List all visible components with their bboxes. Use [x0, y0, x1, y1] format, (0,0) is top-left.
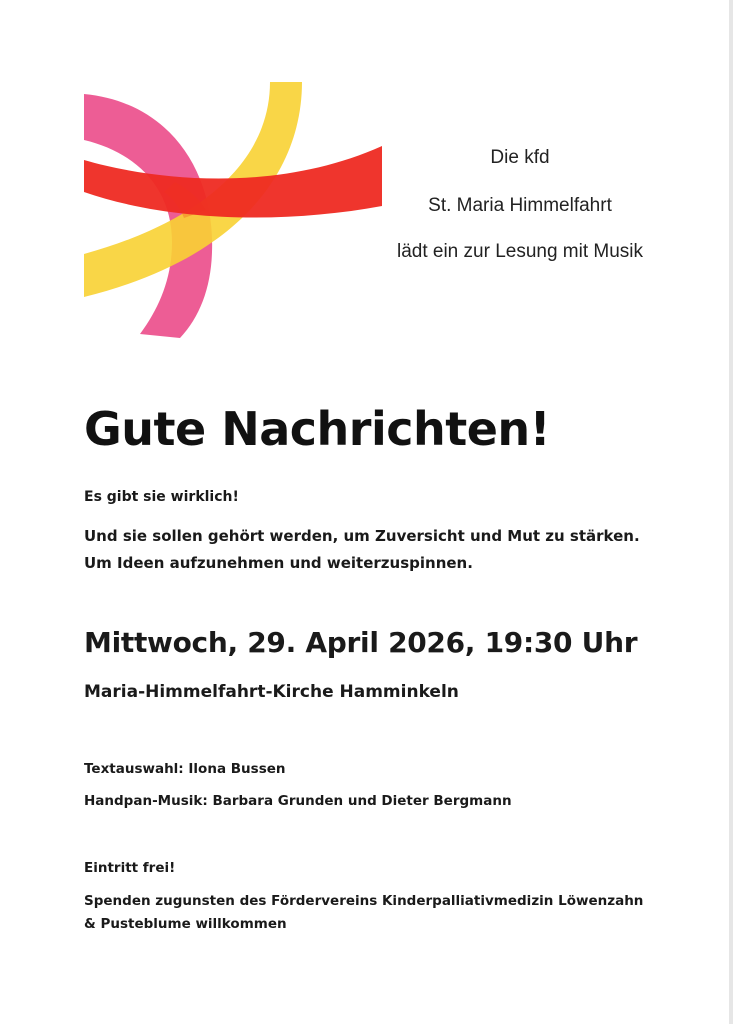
invitation-block [390, 146, 650, 264]
event-location: Maria-Himmelfahrt-Kirche Hamminkeln [84, 682, 459, 702]
admission-note: Eintritt frei! [84, 860, 176, 876]
event-datetime: Mittwoch, 29. April 2026, 19:30 Uhr [84, 626, 638, 659]
credits-music: Handpan-Musik: Barbara Grunden und Dieter Bergmann [84, 793, 512, 809]
page-edge [729, 0, 733, 1024]
invitation-line-3: lädt ein zur Lesung mit Musik [396, 241, 644, 262]
donations-note: Spenden zugunsten des Fördervereins Kinderpalliativmedizin Löwenzahn & Pusteblume willkommen [84, 893, 644, 932]
invitation-line-2: St. Maria Himmelfahrt [428, 195, 612, 216]
credits-text-selection: Textauswahl: Ilona Bussen [84, 761, 286, 777]
kfd-logo-icon [80, 82, 385, 338]
page-title: Gute Nachrichten! [84, 402, 551, 456]
intro-line-1: Es gibt sie wirklich! [84, 489, 239, 505]
intro-line-2: Und sie sollen gehört werden, um Zuversicht und Mut zu stärken. Um Ideen aufzunehmen und weiterzuspinnen. [84, 527, 640, 572]
invitation-line-1: Die kfd [490, 147, 550, 168]
